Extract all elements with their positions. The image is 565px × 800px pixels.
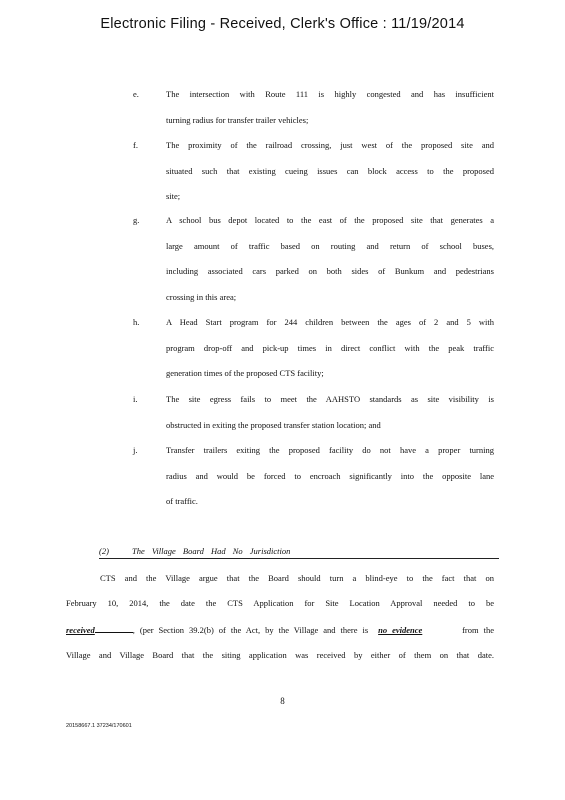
item-letter: i. (133, 394, 138, 404)
item-letter: e. (133, 89, 139, 99)
item-line: The proximity of the railroad crossing, just west of the proposed site and (166, 140, 494, 150)
received-underlined: received (66, 625, 95, 635)
item-line: including associated cars parked on both sides of Bunkum and pedestrians (166, 266, 494, 276)
paragraph-line-3-text-b: from the (462, 625, 494, 635)
item-letter: j. (133, 445, 138, 455)
paragraph-line-2: February 10, 2014, the date the CTS Application for Site Location Approval needed to be (66, 598, 494, 608)
paragraph-line-3-text-a: , (per Section 39.2(b) of the Act, by the Village and there is (132, 625, 369, 635)
item-line: of traffic. (166, 496, 198, 506)
item-letter: g. (133, 215, 140, 225)
paragraph-line-4: Village and Village Board that the siting application was received by either of them on that date. (66, 650, 494, 660)
no-evidence-underlined: no evidence (378, 625, 423, 635)
paragraph-line-3 (66, 624, 494, 635)
item-letter: h. (133, 317, 140, 327)
item-line: A Head Start program for 244 children between the ages of 2 and 5 with (166, 317, 494, 327)
section-number: (2) (99, 546, 109, 556)
item-line: program drop-off and pick-up times in direct conflict with the peak traffic (166, 342, 494, 353)
item-line: obstructed in exiting the proposed transfer station location; and (166, 419, 381, 430)
item-line: turning radius for transfer trailer vehicles; (166, 114, 309, 125)
item-line: The site egress fails to meet the AAHSTO standards as site visibility is (166, 394, 494, 404)
item-line: generation times of the proposed CTS facility; (166, 368, 324, 378)
item-line: large amount of traffic based on routing and return of school buses, (166, 240, 494, 251)
item-line: crossing in this area; (166, 291, 237, 302)
item-line: situated such that existing cueing issues can block access to the proposed (166, 165, 494, 176)
item-letter: f. (133, 140, 138, 150)
document-id: 20158667.1 37234/170601 (66, 723, 132, 729)
item-line: site; (166, 191, 181, 201)
section-heading (99, 544, 499, 559)
page-number: 8 (280, 696, 285, 706)
item-line: A school bus depot located to the east of the proposed site that generates a (166, 215, 494, 225)
item-line: The intersection with Route 111 is highly congested and has insufficient (166, 89, 494, 99)
section-title: The Village Board Had No Jurisdiction (132, 546, 291, 556)
electronic-filing-header: Electronic Filing - Received, Clerk's Office : 11/19/2014 (100, 16, 465, 32)
item-line: radius and would be forced to encroach significantly into the opposite lane (166, 470, 494, 481)
underline-blank (95, 624, 133, 633)
paragraph-line-1: CTS and the Village argue that the Board should turn a blind-eye to the fact that on (100, 573, 494, 583)
item-line: Transfer trailers exiting the proposed facility do not have a proper turning (166, 445, 494, 455)
